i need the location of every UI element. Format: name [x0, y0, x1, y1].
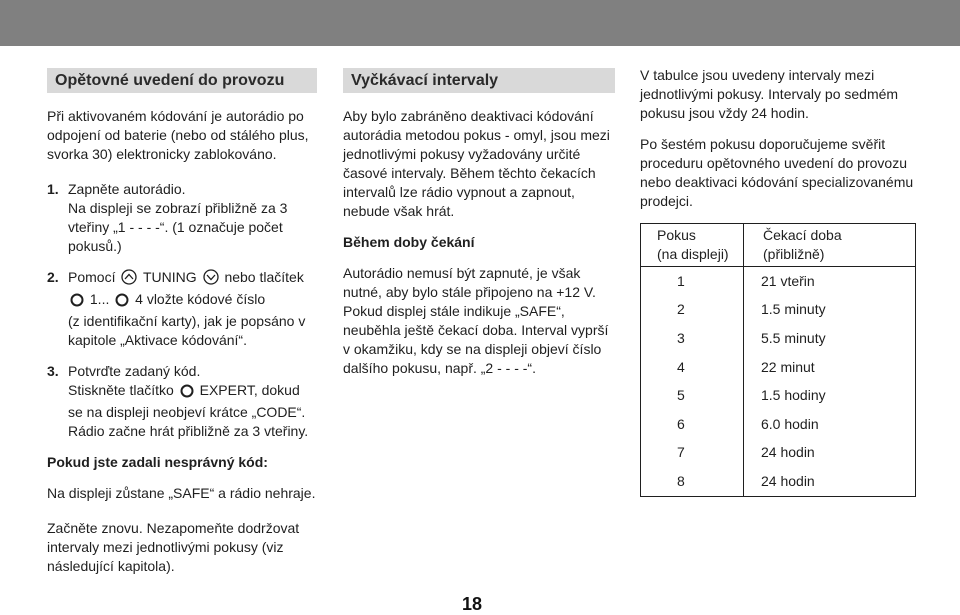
step-number: 2.: [47, 269, 59, 285]
section-heading-restart: Opětovné uvedení do provozu: [47, 68, 317, 93]
wrong-code-heading: Pokud jste zadali nesprávný kód:: [47, 454, 268, 470]
top-bar: [0, 0, 960, 46]
interval-table: [640, 223, 916, 497]
round-button-icon: [70, 293, 84, 312]
step-3: [47, 362, 317, 441]
step-text: Na displeji se zobrazí přibližně za 3 vteřiny „1 - - - -“. (1 označuje počet pokusů.): [68, 200, 288, 254]
step-number: 3.: [47, 363, 59, 379]
table-row: 8 24 hodin: [677, 472, 815, 489]
table-row: 7 24 hodin: [677, 444, 815, 461]
column-interval-table: [640, 66, 920, 497]
step-text: Rádio začne hrát přibližně za 3 vteřiny.: [68, 423, 309, 439]
round-button-icon: [115, 293, 129, 312]
wrong-code-text: Na displeji zůstane „SAFE“ a rádio nehraje.: [47, 485, 316, 501]
intro-paragraph: Při aktivovaném kódování je autorádio po odpojení od baterie (nebo od stálého plus, svorka 30) elektronicky zablokováno.: [47, 108, 309, 162]
table-row: 1 21 vteřin: [677, 272, 815, 289]
waiting-subheading: Během doby čekání: [343, 234, 475, 250]
header-attempt: Pokus (na displeji): [641, 224, 749, 267]
round-button-icon: [180, 384, 194, 403]
step-text-post: nebo tlačítek: [224, 269, 304, 285]
section-heading-intervals: Vyčkávací intervaly: [343, 68, 615, 93]
recommendation-text: Po šestém pokusu doporučujeme svěřit proceduru opětovného uvedení do provozu nebo deaktivaci kódování specializovanému prodejci.: [640, 136, 914, 209]
table-row: 6 6.0 hodin: [677, 415, 819, 432]
step-number: 1.: [47, 181, 59, 197]
waiting-text: Autorádio nemusí být zapnuté, je však nutné, aby bylo stále připojeno na +12 V. Pokud displej stále indikuje „SAFE“, neuběhla ještě čekací doba. Interval vyprší v okamžiku, kdy se na displeji objeví číslo dalšího pokusu, např. „2 - - - -“.: [343, 265, 609, 376]
intervals-intro: Aby bylo zabráněno deaktivaci kódování autorádia metodou pokus - omyl, jsou mezi jednotlivými pokusy vyžadovány určité časové intervaly. Během těchto čekacích intervalů lze rádio vypnout a zapnout, nebude však hrát.: [343, 108, 610, 219]
step-2: [47, 268, 317, 350]
step-text-pre: Pomocí: [68, 269, 116, 285]
column-restart: [47, 68, 317, 576]
restart-text: Začněte znovu. Nezapomeňte dodržovat intervaly mezi jednotlivými pokusy (viz následující kapitola).: [47, 520, 300, 574]
step-1: [47, 180, 317, 256]
header-wait-time: Čekací doba (přibližně): [749, 224, 915, 267]
table-header-row: [641, 224, 915, 267]
step-text: (z identifikační karty), jak je popsáno v kapitole „Aktivace kódování“.: [68, 313, 306, 348]
step-text-post: EXPERT, dokud se na displeji neobjeví krátce „CODE“.: [68, 382, 306, 420]
table-row: 5 1.5 hodiny: [677, 387, 826, 404]
step-text-pre: Stiskněte tlačítko: [68, 382, 174, 398]
page-number: 18: [462, 594, 483, 614]
step-text-range-start: 1...: [89, 291, 110, 307]
column-waiting-intervals: [343, 68, 615, 378]
table-row: 3 5.5 minuty: [677, 329, 826, 346]
arrow-up-button-icon: [121, 269, 137, 290]
step-title: Zapněte autorádio.: [68, 181, 186, 197]
step-text-range-end: 4 vložte kódové číslo: [135, 291, 266, 307]
tuning-label: TUNING: [143, 269, 197, 285]
arrow-down-button-icon: [203, 269, 219, 290]
step-title: Potvrďte zadaný kód.: [68, 363, 201, 379]
table-row: 4 22 minut: [677, 358, 815, 375]
table-row: 2 1.5 minuty: [677, 301, 826, 318]
table-intro: V tabulce jsou uvedeny intervaly mezi jednotlivými pokusy. Intervaly po sedmém pokusu jsou vždy 24 hodin.: [640, 67, 899, 121]
